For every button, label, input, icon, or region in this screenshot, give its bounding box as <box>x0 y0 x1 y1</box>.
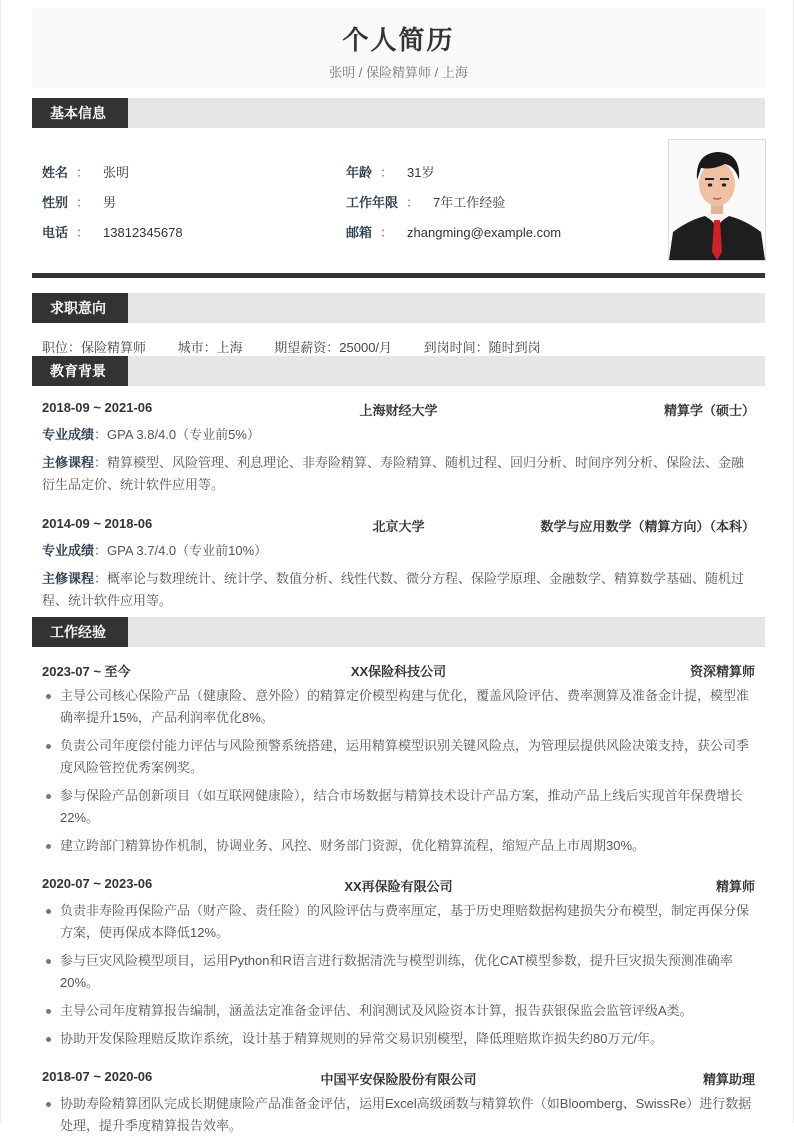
edu-grade: 专业成绩：GPA 3.7/4.0（专业前10%） <box>42 543 268 558</box>
work-period: 2018-07 ~ 2020-06 <box>42 1069 153 1084</box>
work-title: 精算助理 <box>702 1072 755 1087</box>
work-entry-header <box>42 661 755 679</box>
info-gender: 性别 ： 男 <box>42 195 117 210</box>
list-item: 负责非寿险再保险产品（财产险、责任险）的风险评估与费率厘定，基于历史理赔数据构建损失分布模型，制定再保分保方案，使再保成本降低12%。 <box>42 900 755 944</box>
intent-salary: 期望薪资：25000/月 <box>274 340 393 355</box>
intent-availability: 到岗时间：随时到岗 <box>423 340 541 355</box>
education-entry-header <box>42 400 755 418</box>
section-title: 求职意向 <box>32 293 128 323</box>
edu-degree: 精算学（硕士） <box>663 403 755 418</box>
work-entry-header <box>42 1069 755 1087</box>
info-phone: 电话 ： 13812345678 <box>42 225 183 240</box>
work-company: XX再保险有限公司 <box>344 879 453 894</box>
work-title: 资深精算师 <box>689 664 755 679</box>
section-basic-info <box>32 98 765 128</box>
work-period: 2020-07 ~ 2023-06 <box>42 876 153 891</box>
phone-value: 13812345678 <box>103 225 183 240</box>
years-value: 7年工作经验 <box>433 195 506 210</box>
list-item: 主导公司年度精算报告编制，涵盖法定准备金评估、利润测试及风险资本计算，报告获银保监会监管评级A类。 <box>42 1000 755 1022</box>
section-job-intent <box>32 293 765 323</box>
intent-city: 城市：上海 <box>177 340 243 355</box>
edu-grade: 专业成绩：GPA 3.8/4.0（专业前5%） <box>42 427 260 442</box>
job-intent-row <box>42 337 569 356</box>
list-item: 协助寿险精算团队完成长期健康险产品准备金评估，运用Excel高级函数与精算软件（如Bloomberg、SwissRe）进行数据处理，提升季度精算报告效率。 <box>42 1093 755 1137</box>
edu-period: 2014-09 ~ 2018-06 <box>42 516 153 531</box>
edu-courses: 主修课程：概率论与数理统计、统计学、数值分析、线性代数、微分方程、保险学原理、金融数学、精算数学基础、随机过程、统计软件应用等。 <box>42 571 745 608</box>
work-bullets <box>42 685 755 863</box>
section-divider <box>32 273 765 278</box>
section-title: 教育背景 <box>32 356 128 386</box>
education-entry-header <box>42 516 755 534</box>
edu-degree: 数学与应用数学（精算方向）（本科） <box>540 519 755 534</box>
work-bullets <box>42 900 755 1056</box>
avatar-photo <box>668 139 766 261</box>
page-title: 个人简历 <box>342 25 455 55</box>
section-title: 工作经验 <box>32 617 128 647</box>
name-value: 张明 <box>103 165 130 180</box>
age-value: 31岁 <box>407 165 435 180</box>
info-years: 工作年限 ： 7年工作经验 <box>346 195 506 210</box>
edu-period: 2018-09 ~ 2021-06 <box>42 400 153 415</box>
list-item: 协助开发保险理赔反欺诈系统，设计基于精算规则的异常交易识别模型，降低理赔欺诈损失约80万元/年。 <box>42 1028 755 1050</box>
work-entry-header <box>42 876 755 894</box>
page-subtitle: 张明 / 保险精算师 / 上海 <box>329 65 468 80</box>
section-education <box>32 356 765 386</box>
work-bullets <box>42 1093 755 1143</box>
resume-header <box>32 8 765 88</box>
list-item: 参与巨灾风险模型项目，运用Python和R语言进行数据清洗与模型训练，优化CAT模型参数，提升巨灾损失预测准确率20%。 <box>42 950 755 994</box>
work-company: 中国平安保险股份有限公司 <box>320 1072 477 1087</box>
list-item: 参与保险产品创新项目（如互联网健康险），结合市场数据与精算技术设计产品方案，推动产品上线后实现首年保费增长22%。 <box>42 785 755 829</box>
gender-value: 男 <box>103 195 117 210</box>
work-period: 2023-07 ~ 至今 <box>42 664 131 679</box>
info-age: 年龄 ： 31岁 <box>346 165 435 180</box>
section-work-experience <box>32 617 765 647</box>
info-name: 姓名 ： 张明 <box>42 165 130 180</box>
email-value: zhangming@example.com <box>407 225 562 240</box>
list-item: 建立跨部门精算协作机制，协调业务、风控、财务部门资源，优化精算流程，缩短产品上市周期30%。 <box>42 835 755 857</box>
edu-school: 上海财经大学 <box>359 403 438 418</box>
list-item: 负责公司年度偿付能力评估与风险预警系统搭建，运用精算模型识别关键风险点，为管理层提供风险决策支持，获公司季度风险管控优秀案例奖。 <box>42 735 755 779</box>
intent-position: 职位：保险精算师 <box>42 340 147 355</box>
work-title: 精算师 <box>715 879 755 894</box>
section-title: 基本信息 <box>32 98 128 128</box>
edu-school: 北京大学 <box>372 519 425 534</box>
list-item: 主导公司核心保险产品（健康险、意外险）的精算定价模型构建与优化，覆盖风险评估、费率测算及准备金计提，模型准确率提升15%，产品利润率优化8%。 <box>42 685 755 729</box>
avatar-icon <box>669 140 765 260</box>
work-company: XX保险科技公司 <box>350 664 447 679</box>
edu-courses: 主修课程：精算模型、风险管理、利息理论、非寿险精算、寿险精算、随机过程、回归分析、时间序列分析、保险法、金融衍生品定价、统计软件应用等。 <box>42 455 745 492</box>
info-email: 邮箱 ： zhangming@example.com <box>346 225 562 240</box>
